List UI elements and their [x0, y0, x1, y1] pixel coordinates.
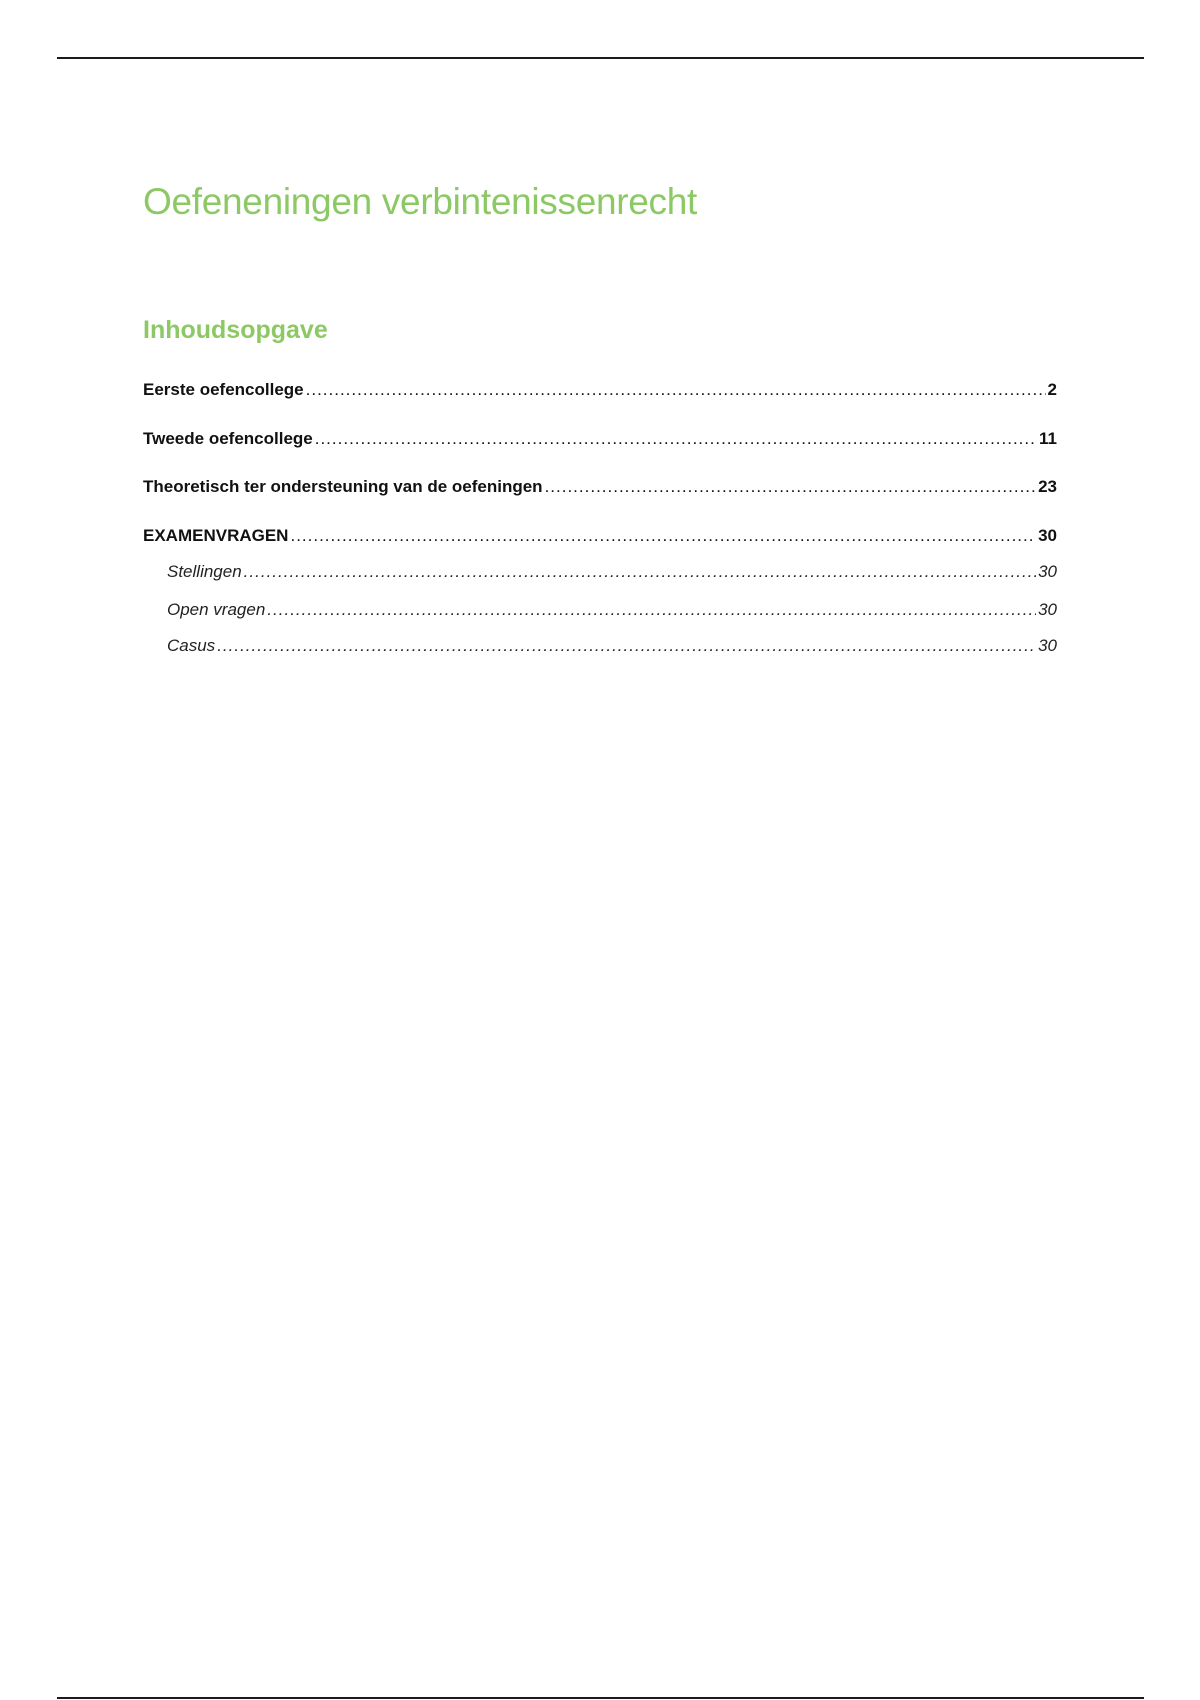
toc-page-number: 23: [1038, 477, 1057, 496]
toc-entry-label: Tweede oefencollege: [143, 429, 313, 448]
toc-entry-label: Casus: [167, 636, 216, 655]
toc-page-number: 30: [1038, 526, 1057, 545]
toc-page-number: 11: [1039, 429, 1057, 448]
toc-entry-label: Open vragen: [167, 600, 266, 619]
toc-entry-eerste-oefencollege[interactable]: [143, 377, 1057, 403]
header-rule: [57, 57, 1144, 59]
toc-entry-stellingen[interactable]: [143, 559, 1057, 585]
toc-dot-leader: [545, 474, 1037, 500]
toc-page-number: 2: [1047, 380, 1057, 399]
toc-dot-leader: [290, 523, 1036, 549]
toc-page-number: 30: [1038, 600, 1057, 619]
toc-entry-tweede-oefencollege[interactable]: [143, 426, 1057, 452]
toc-entry-label: Theoretisch ter ondersteuning van de oefeningen: [143, 477, 543, 496]
toc-entry-label: Stellingen: [167, 562, 242, 581]
toc-dot-leader: [315, 426, 1037, 452]
toc-entry-label: EXAMENVRAGEN: [143, 526, 289, 545]
toc-entry-open-vragen[interactable]: [143, 597, 1057, 623]
toc-entry-label: Eerste oefencollege: [143, 380, 304, 399]
toc-dot-leader: [267, 597, 1036, 623]
toc-entry-theoretisch[interactable]: [143, 474, 1057, 500]
toc-dot-leader: [244, 559, 1036, 585]
footer-rule: [57, 1697, 1144, 1699]
toc-page-number: 30: [1038, 562, 1057, 581]
toc-dot-leader: [217, 633, 1036, 659]
toc-entry-casus[interactable]: [143, 633, 1057, 659]
toc-dot-leader: [306, 377, 1046, 403]
toc-entry-examenvragen[interactable]: [143, 523, 1057, 549]
document-title: Oefeneningen verbintenissenrecht: [143, 181, 697, 222]
toc-heading: Inhoudsopgave: [143, 316, 328, 344]
toc-page-number: 30: [1038, 636, 1057, 655]
